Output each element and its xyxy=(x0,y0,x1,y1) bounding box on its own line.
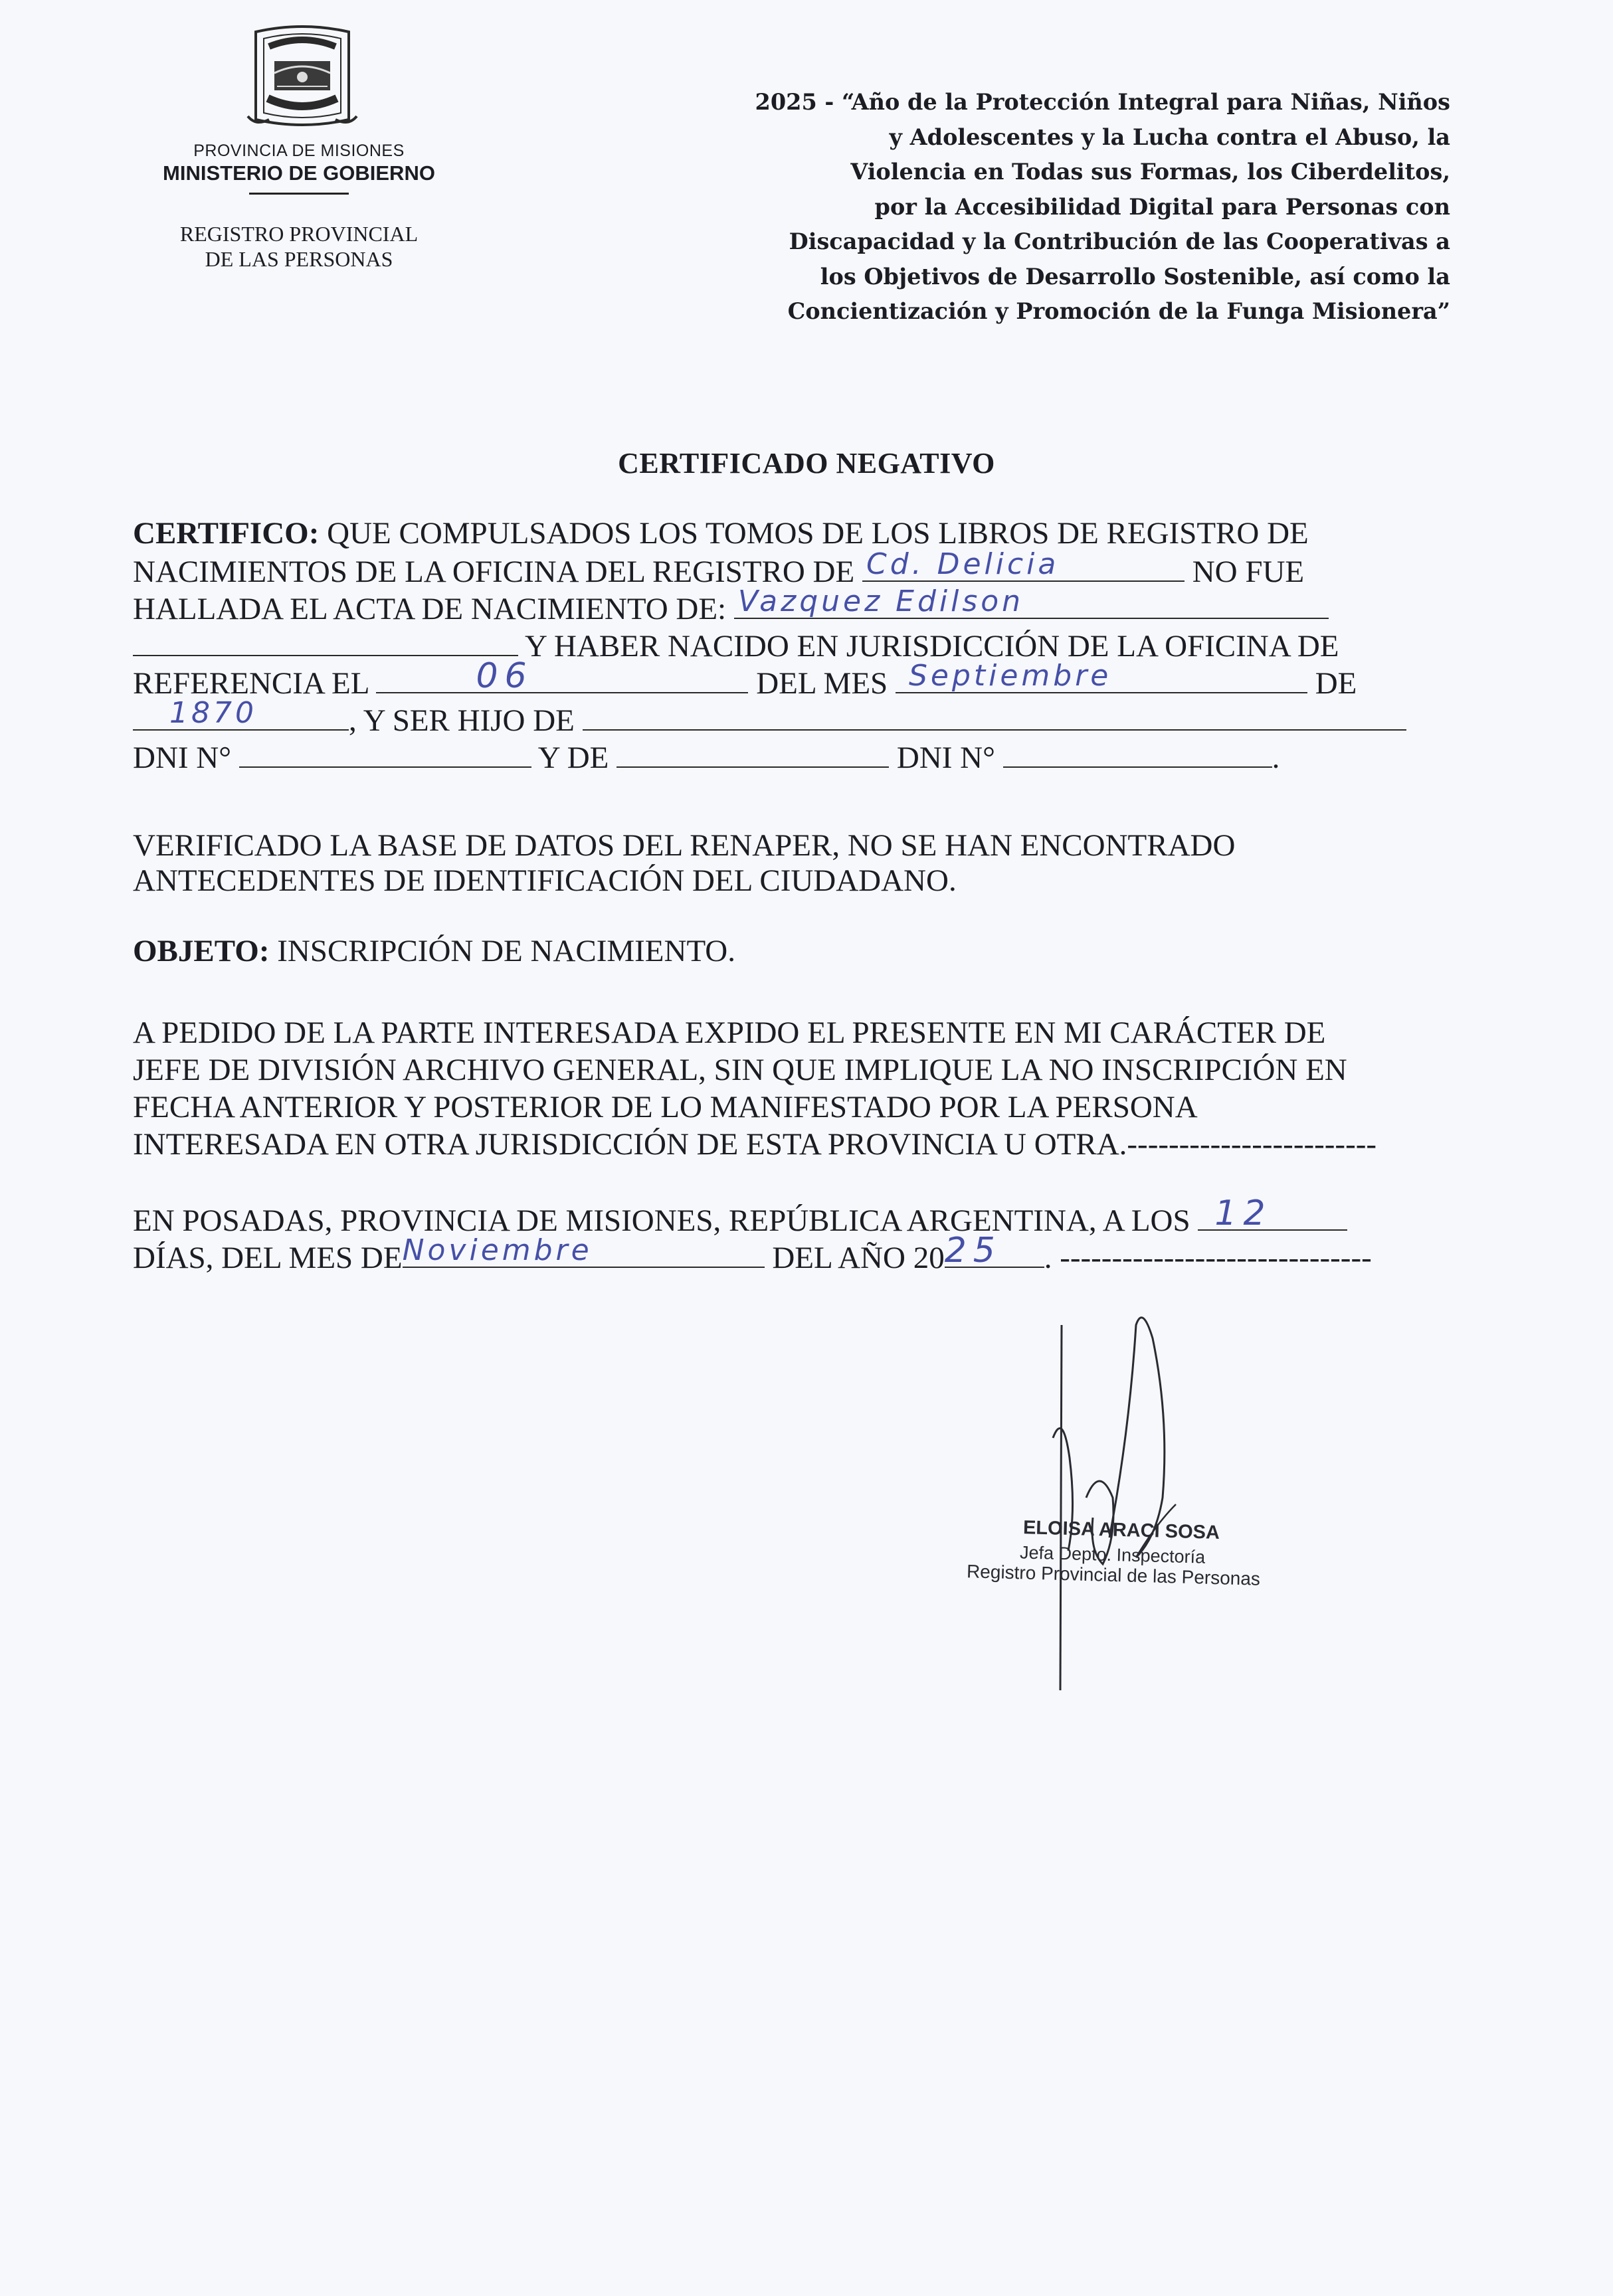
pedido-line-4 xyxy=(133,1126,1376,1163)
birth-year-field xyxy=(133,696,349,731)
body-line-2 xyxy=(133,547,1305,590)
stamp-office: Registro Provincial de las Personas xyxy=(966,1561,1261,1589)
issue-day-field xyxy=(1198,1193,1347,1233)
issue-month-handwritten: Noviembre xyxy=(402,1233,593,1267)
name-handwritten: Vazquez Edilson xyxy=(737,584,1024,618)
stamp-name: ELOISA ARACI SOSA xyxy=(1022,1517,1220,1544)
birth-year-handwritten: 1870 xyxy=(169,696,257,730)
stamp-role: Jefa Depto. Inspectoría xyxy=(1019,1542,1206,1567)
motto-line: por la Accesibilidad Digital para Personas con xyxy=(874,193,1450,220)
objeto-line xyxy=(133,932,735,970)
parent-dni-field xyxy=(239,740,531,768)
text-segment: , Y SER HIJO DE xyxy=(349,703,583,738)
text-segment: DNI N° xyxy=(133,741,239,775)
text-segment: NACIMIENTOS DE LA OFICINA DEL REGISTRO DE xyxy=(133,555,862,589)
text-segment: . xyxy=(1044,1241,1060,1275)
name-field xyxy=(734,584,1329,619)
text-segment: NO FUE xyxy=(1184,555,1305,589)
text-segment: . xyxy=(1272,741,1280,775)
text-segment: DÍAS, DEL MES DE xyxy=(133,1241,403,1275)
registry-line-2: DE LAS PERSONAS xyxy=(205,247,393,271)
issue-year-handwritten: 25 xyxy=(944,1231,1002,1271)
org-ministry: MINISTERIO DE GOBIERNO xyxy=(163,161,435,185)
objeto-label: OBJETO: xyxy=(133,934,270,968)
handwritten-signature xyxy=(977,1298,1202,1690)
parent-field xyxy=(583,703,1406,731)
filler-dashes: ------------------------ xyxy=(1127,1127,1377,1162)
text-segment: DNI N° xyxy=(889,741,1003,775)
text-segment: HALLADA EL ACTA DE NACIMIENTO DE: xyxy=(133,592,734,626)
motto-line: los Objetivos de Desarrollo Sostenible, así como la xyxy=(820,263,1450,290)
text-segment: Y DE xyxy=(531,741,617,775)
renaper-line-1: VERIFICADO LA BASE DE DATOS DEL RENAPER, NO SE HAN ENCONTRADO xyxy=(133,828,1236,863)
text-segment: QUE COMPULSADOS LOS TOMOS DE LOS LIBROS DE REGISTRO DE xyxy=(319,516,1309,551)
text-segment: DE xyxy=(1307,666,1357,701)
motto-line: y Adolescentes y la Lucha contra el Abuso, la xyxy=(889,124,1450,150)
office-handwritten: Cd. Delicia xyxy=(866,547,1060,581)
motto-line: 2025 - “Año de la Protección Integral para Niñas, Niños xyxy=(755,89,1450,115)
body-line-3 xyxy=(133,584,1329,628)
text-segment: DEL MES xyxy=(748,666,896,701)
filler-dashes: ------------------------------ xyxy=(1060,1241,1372,1275)
certifico-label: CERTIFICO: xyxy=(133,516,320,551)
body-line-4 xyxy=(133,628,1339,665)
birth-day-handwritten: 06 xyxy=(476,656,533,696)
birth-month-handwritten: Septiembre xyxy=(908,659,1112,693)
divider xyxy=(249,193,349,195)
name-field-cont xyxy=(133,628,518,656)
motto-line: Concientización y Promoción de la Funga Misionera” xyxy=(787,298,1450,324)
second-parent-field xyxy=(617,740,889,768)
provincial-crest-icon xyxy=(242,20,362,133)
motto-line: Violencia en Todas sus Formas, los Ciberdelitos, xyxy=(850,159,1450,185)
body-line-6 xyxy=(133,696,1406,739)
renaper-line-2: ANTECEDENTES DE IDENTIFICACIÓN DEL CIUDADANO. xyxy=(133,863,957,898)
birth-month-field xyxy=(896,659,1307,693)
body-line-1 xyxy=(133,515,1309,552)
registry-line-1: REGISTRO PROVINCIAL xyxy=(179,222,419,246)
text-segment: EN POSADAS, PROVINCIA DE MISIONES, REPÚBLICA ARGENTINA, A LOS xyxy=(133,1203,1198,1238)
second-parent-dni-field xyxy=(1003,740,1272,768)
date-line-1 xyxy=(133,1193,1347,1239)
text-segment: Y HABER NACIDO EN JURISDICCIÓN DE LA OFICINA DE xyxy=(518,629,1339,663)
issue-month-field xyxy=(402,1233,765,1268)
org-province: PROVINCIA DE MISIONES xyxy=(193,141,405,160)
text-segment: INSCRIPCIÓN DE NACIMIENTO. xyxy=(269,934,736,968)
pedido-line-1: A PEDIDO DE LA PARTE INTERESADA EXPIDO EL PRESENTE EN MI CARÁCTER DE xyxy=(133,1016,1326,1050)
pedido-line-2: JEFE DE DIVISIÓN ARCHIVO GENERAL, SIN QUE IMPLIQUE LA NO INSCRIPCIÓN EN xyxy=(133,1053,1347,1087)
body-line-7 xyxy=(133,739,1280,776)
issue-year-field xyxy=(944,1231,1044,1271)
issue-day-handwritten: 12 xyxy=(1214,1193,1272,1233)
year-motto xyxy=(631,85,1450,329)
pedido-line-3: FECHA ANTERIOR Y POSTERIOR DE LO MANIFESTADO POR LA PERSONA xyxy=(133,1090,1198,1124)
text-segment: DEL AÑO 20 xyxy=(764,1241,945,1275)
text-segment: REFERENCIA EL xyxy=(133,666,377,701)
office-field xyxy=(862,547,1185,582)
body-line-5 xyxy=(133,656,1357,702)
document-title: CERTIFICADO NEGATIVO xyxy=(618,447,995,480)
text-segment: INTERESADA EN OTRA JURISDICCIÓN DE ESTA PROVINCIA U OTRA. xyxy=(133,1127,1127,1162)
motto-line: Discapacidad y la Contribución de las Cooperativas a xyxy=(789,228,1450,254)
date-line-2 xyxy=(133,1231,1372,1277)
birth-day-field xyxy=(376,656,748,696)
